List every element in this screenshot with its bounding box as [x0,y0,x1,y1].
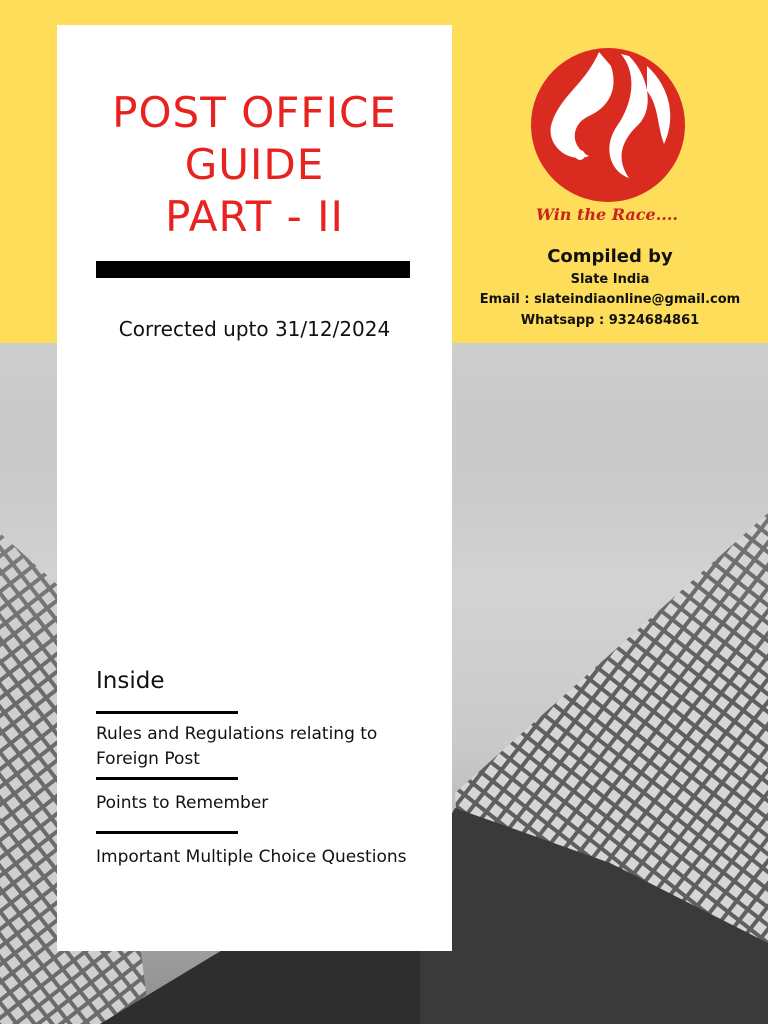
title-line-3: PART - II [165,192,344,241]
title-divider-bar [96,261,410,278]
inside-divider [96,831,238,834]
inside-item-foreign-post: Rules and Regulations relating to Foreign Post [96,724,378,769]
slate-india-logo-icon [529,46,687,204]
inside-divider [96,711,238,714]
inside-heading: Inside [96,668,165,694]
compiler-name: Slate India [570,272,650,287]
corrected-date: Corrected upto 31/12/2024 [118,317,391,341]
tagline: Win the Race.... [536,205,678,224]
title-line-1: POST OFFICE [112,88,397,137]
inside-item-mcq: Important Multiple Choice Questions [96,847,407,867]
compiled-by-label: Compiled by [547,246,673,267]
contact-whatsapp: Whatsapp : 9324684861 [520,313,700,328]
title-line-2: GUIDE [184,140,325,189]
contact-email: Email : slateindiaonline@gmail.com [479,292,741,307]
inside-item-points: Points to Remember [96,793,269,813]
cover-card [57,25,452,951]
inside-divider [96,777,238,780]
document-title [57,87,452,243]
